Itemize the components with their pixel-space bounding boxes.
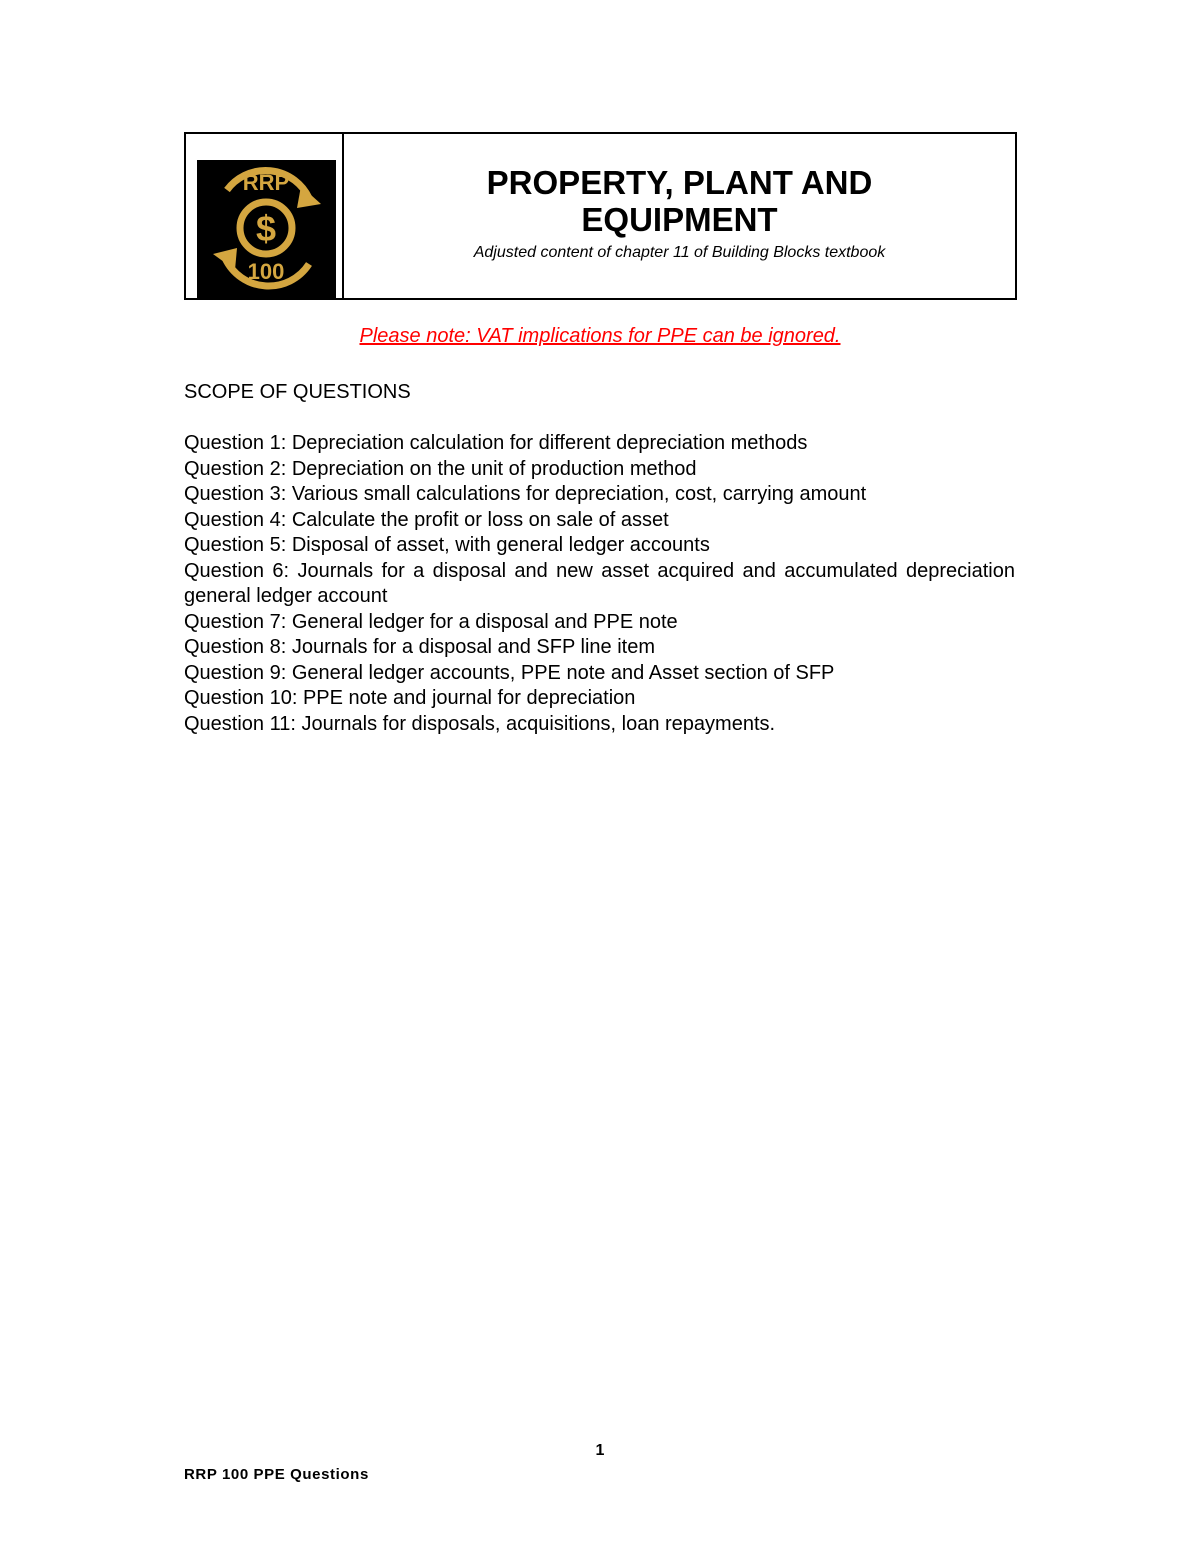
rrp-logo-icon (197, 160, 336, 298)
question-item: Question 10: PPE note and journal for depreciation (184, 687, 636, 709)
title-line-2: EQUIPMENT (581, 201, 778, 238)
header-table (184, 132, 1017, 300)
logo-cell (186, 134, 344, 298)
title-cell (344, 134, 1015, 298)
scope-heading: SCOPE OF QUESTIONS (184, 381, 411, 403)
page-number: 1 (595, 1442, 605, 1459)
question-item: Question 5: Disposal of asset, with general ledger accounts (184, 534, 710, 556)
question-item: Question 8: Journals for a disposal and SFP line item (184, 636, 655, 658)
question-list (184, 431, 1015, 737)
subtitle: Adjusted content of chapter 11 of Building Blocks textbook (473, 244, 886, 261)
question-item: Question 2: Depreciation on the unit of production method (184, 457, 697, 480)
rrp-logo-graphic (197, 160, 336, 298)
question-item: Question 6: Journals for a disposal and new asset acquired and accumulated depreciation general ledger account (184, 559, 1015, 607)
question-item: Question 11: Journals for disposals, acquisitions, loan repayments. (184, 712, 776, 735)
question-item: Question 1: Depreciation calculation for different depreciation methods (184, 432, 808, 454)
footer-text: RRP 100 PPE Questions (184, 1466, 369, 1483)
vat-note: Please note: VAT implications for PPE can be ignored. (359, 325, 841, 347)
question-item: Question 9: General ledger accounts, PPE note and Asset section of SFP (184, 661, 835, 684)
logo-dollar-sign: $ (255, 208, 277, 249)
question-item: Question 7: General ledger for a disposal and PPE note (184, 610, 678, 633)
logo-bottom-text: 100 (247, 259, 285, 284)
title-line-1: PROPERTY, PLANT AND (486, 164, 873, 201)
question-item: Question 3: Various small calculations for depreciation, cost, carrying amount (184, 483, 867, 505)
question-item: Question 4: Calculate the profit or loss on sale of asset (184, 508, 669, 531)
logo-top-text: RRP (242, 170, 290, 195)
